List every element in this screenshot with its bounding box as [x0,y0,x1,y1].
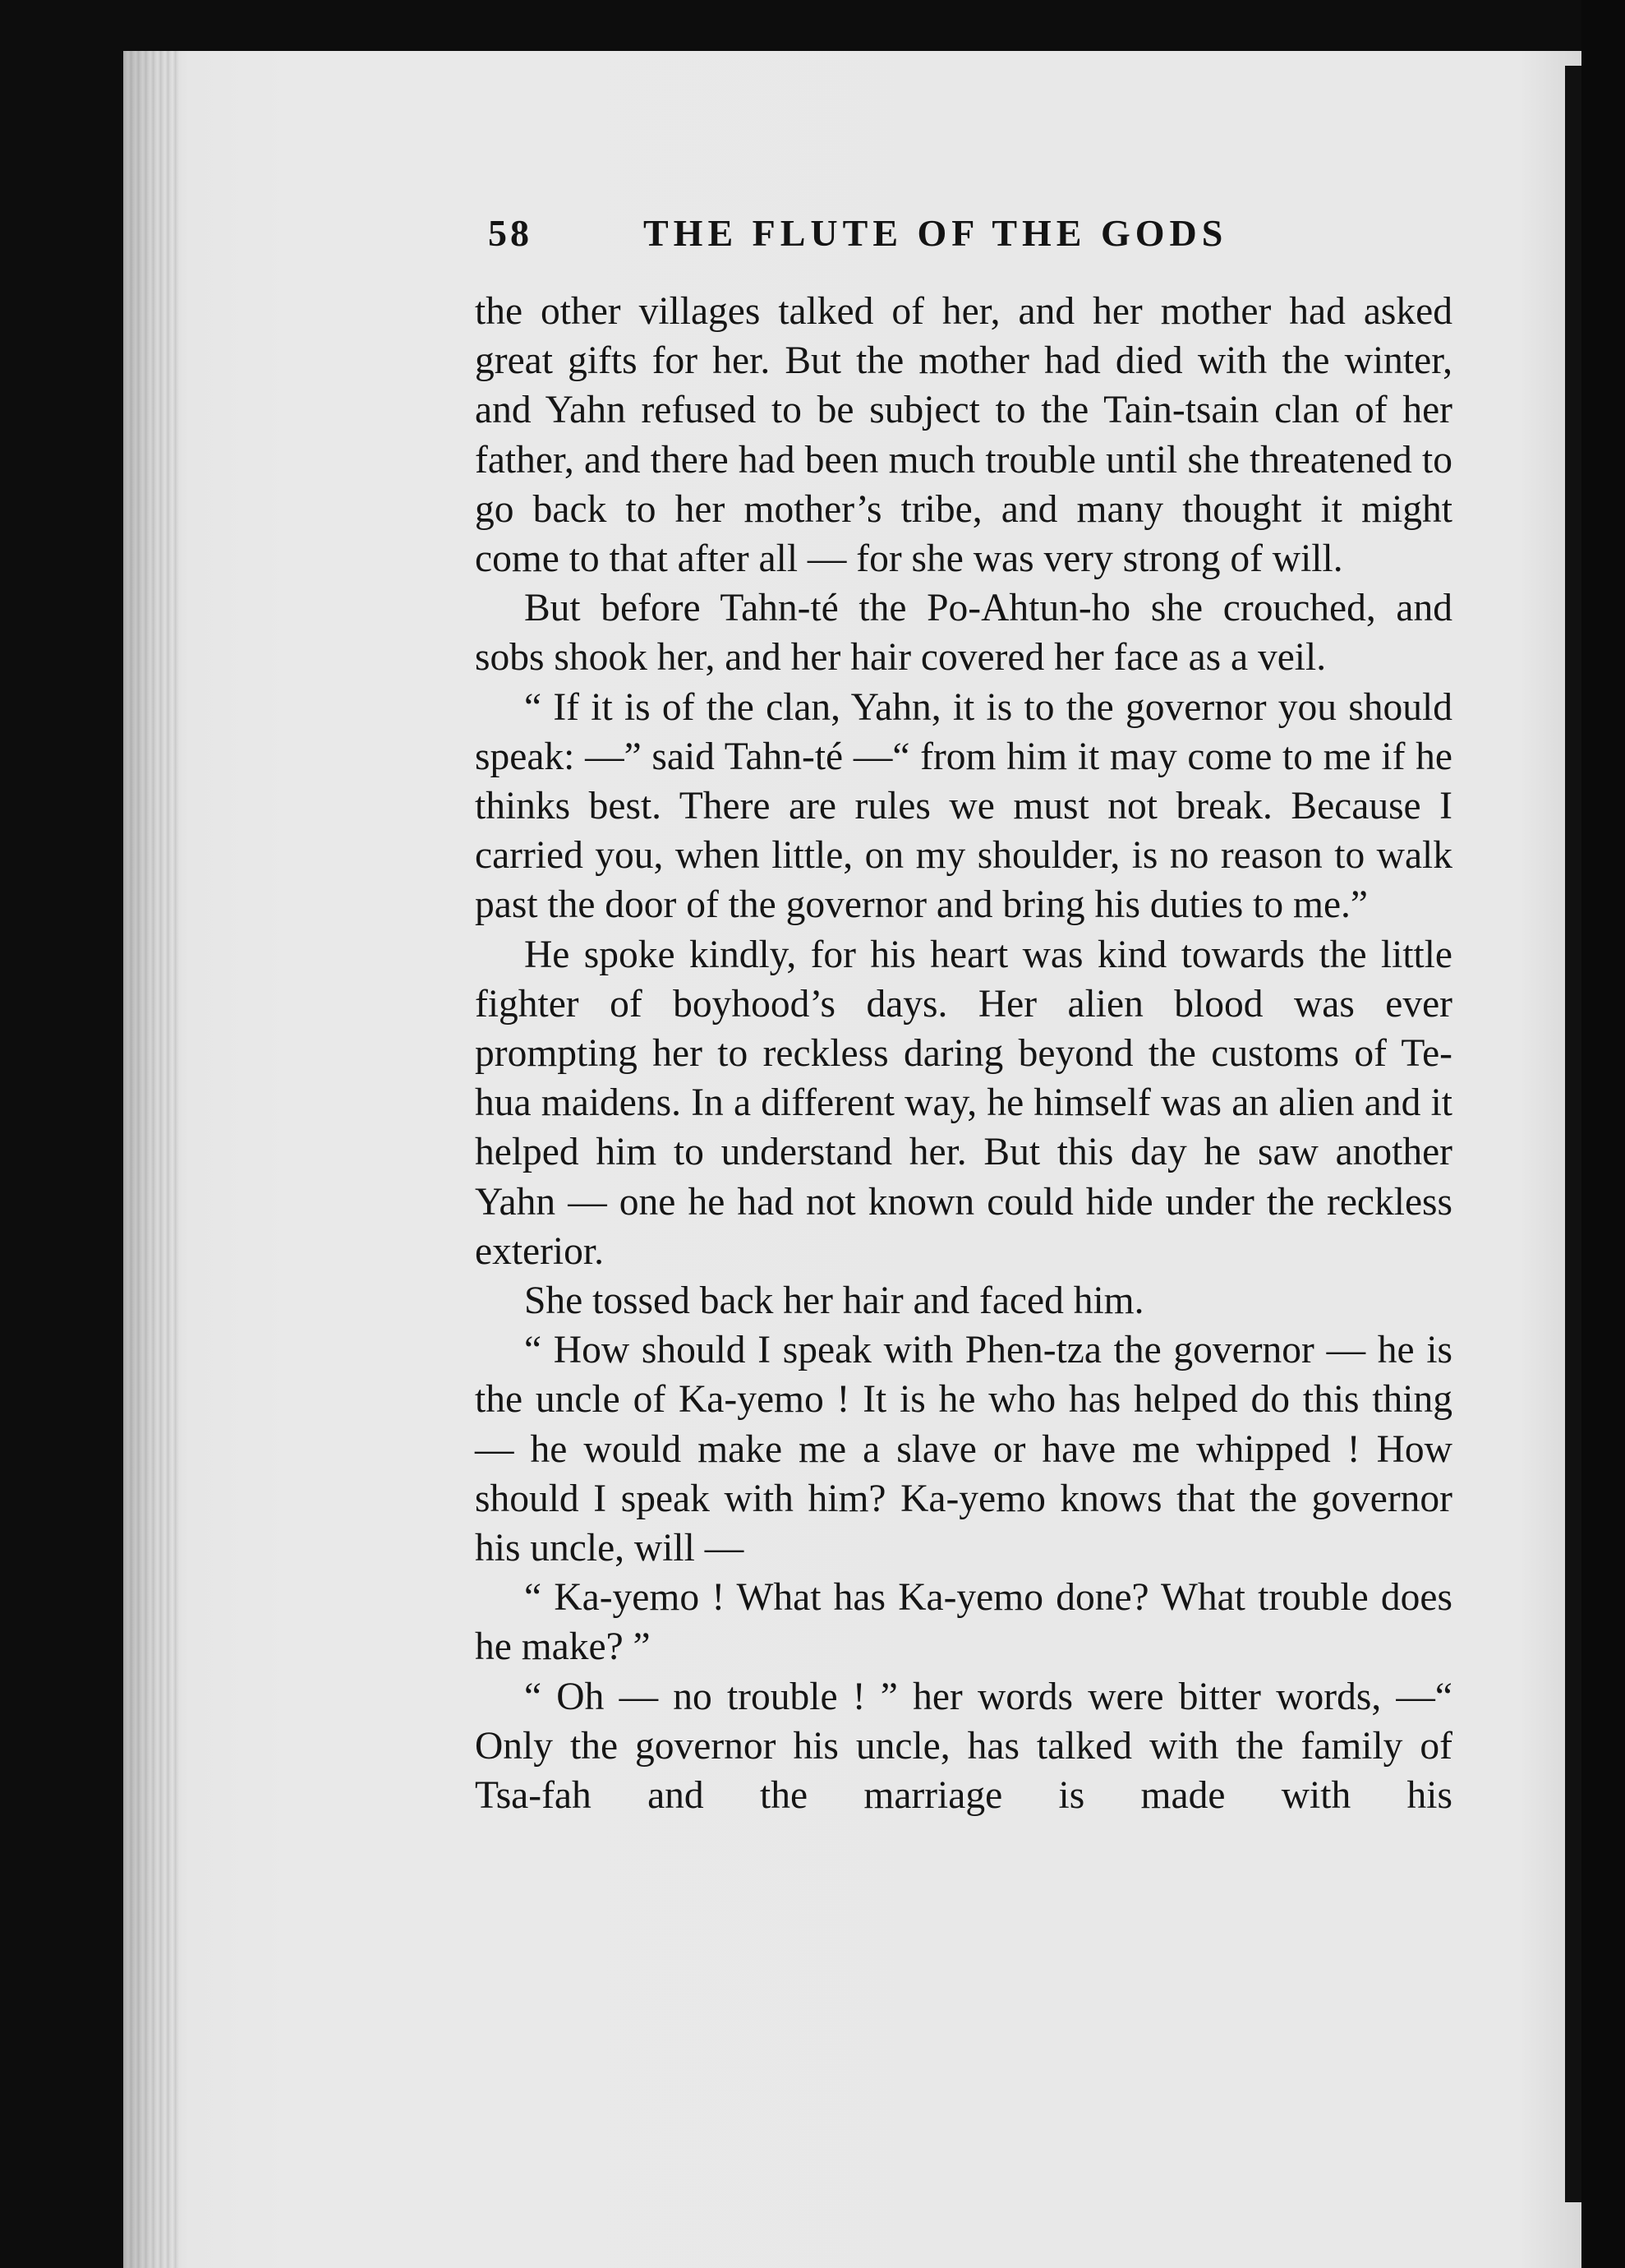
paragraph-5: She tossed back her hair and faced him. [524,1279,1144,1323]
paragraph-7: “ Ka-yemo ! What has Ka-yemo done? What trouble does he make? ” [475,1576,1452,1669]
paragraph-4: He spoke kindly, for his heart was kind towards the little fighter of boyhood’s days. Her alien blood was ever prompting her to reckless daring beyond the customs of Te-hua maidens. In a different way, he himself was an alien and it helped him to understand her. But this day he saw another Yahn — one he had not known could hide under the reckless exterior. [475,933,1452,1273]
paragraph-6: “ How should I speak with Phen-tza the governor — he is the uncle of Ka-yemo ! It is he who has helped do this thing — he would make me a slave or have me whipped ! How should I speak with him? Ka-yemo knows that the governor his uncle, will — [475,1329,1452,1570]
running-head [475,201,1452,275]
paragraph-1: the other villages talked of her, and her mother had asked great gifts for her. But the mother had died with the winter, and Yahn refused to be subject to the Tain-tsain clan of her father, and there had been much trouble until she threatened to go back to her mother’s tribe, and many thought it might come to that after all — for she was very strong of will. [475,290,1452,581]
paragraph-8: “ Oh — no trouble ! ” her words were bitter words, —“ Only the governor his uncle, has talked with the family of Tsa-fah and the marriage is made with his [475,1675,1452,1818]
scan-border-right [1581,0,1625,2268]
text-block [475,201,1452,1820]
body-text [475,287,1452,1820]
book-title: THE FLUTE OF THE GODS [643,212,1228,254]
paragraph-3: “ If it is of the clan, Yahn, it is to the governor you should speak: —” said Tahn-té —“ from him it may come to me if he thinks best. There are rules we must not break. Because I carried you, when little, on my shoulder, is no reason to walk past the door of the governor and bring his duties to me.” [475,685,1452,927]
binding-gutter-shadow [123,51,181,2268]
page-number: 58 [488,212,532,254]
page-edge-shadow [1565,66,1581,2202]
paragraph-2: But before Tahn-té the Po-Ahtun-ho she crouched, and sobs shook her, and her hair covered her face as a veil. [475,587,1452,680]
